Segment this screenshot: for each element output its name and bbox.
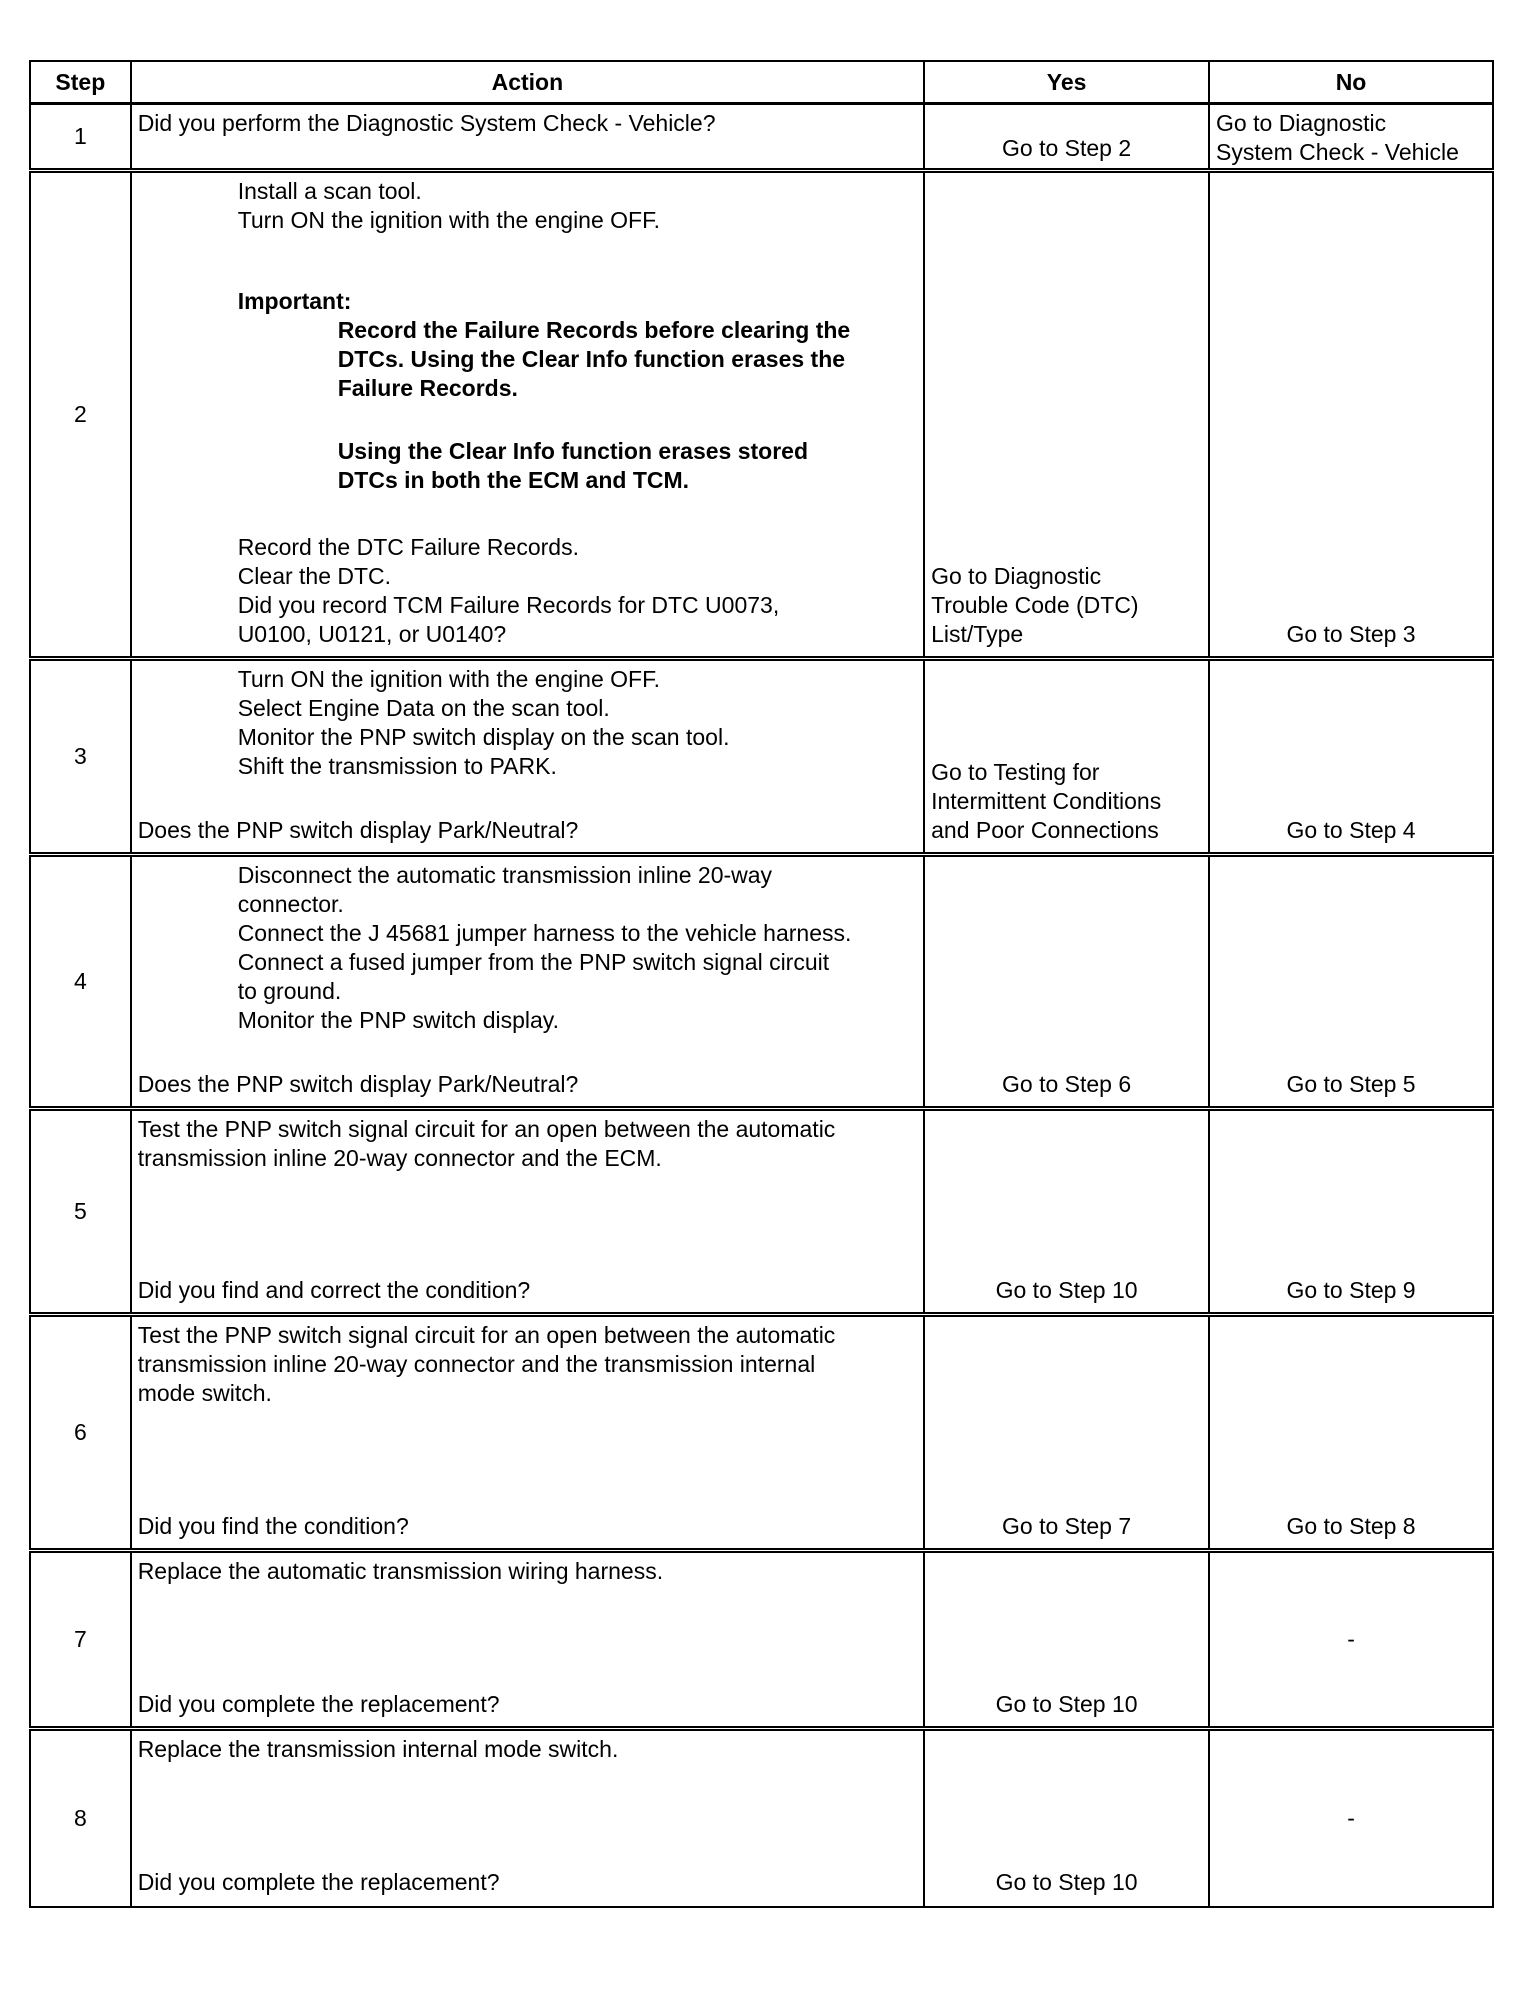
step-number: 6 [30, 1315, 131, 1551]
no-text: Go to Step 8 [1286, 1513, 1416, 1539]
action-question: Did you find the condition? [137, 1513, 409, 1539]
action-cell [131, 1729, 924, 1907]
table-row [30, 1551, 1493, 1729]
action-line: Install a scan tool. [237, 178, 422, 204]
no-cell [1209, 1109, 1493, 1315]
action-line: mode switch. [137, 1380, 272, 1406]
yes-text: Trouble Code (DTC) [931, 592, 1139, 618]
table-row [30, 1315, 1493, 1551]
important-line: Record the Failure Records before clearing the [337, 317, 851, 343]
no-cell [1209, 104, 1493, 171]
action-cell [131, 659, 924, 855]
yes-text: Go to Testing for [931, 759, 1100, 785]
action-cell [131, 104, 924, 171]
action-line: Monitor the PNP switch display on the scan tool. [237, 724, 730, 750]
step-number: 1 [30, 104, 131, 171]
no-cell [1209, 1315, 1493, 1551]
step-number: 2 [30, 171, 131, 659]
yes-text: Go to Step 6 [1002, 1071, 1132, 1097]
step-number: 7 [30, 1551, 131, 1729]
yes-cell [924, 855, 1209, 1109]
header-no: No [1209, 61, 1493, 104]
table-row [30, 104, 1493, 171]
yes-text: Go to Step 7 [1002, 1513, 1132, 1539]
yes-cell [924, 1729, 1209, 1907]
step-number: 4 [30, 855, 131, 1109]
header-yes: Yes [924, 61, 1209, 104]
no-cell [1209, 855, 1493, 1109]
yes-text: Go to Step 10 [995, 1691, 1138, 1717]
action-line: transmission inline 20-way connector and the ECM. [137, 1145, 662, 1171]
action-line: Test the PNP switch signal circuit for an open between the automatic [137, 1116, 836, 1142]
yes-text: List/Type [931, 621, 1024, 647]
action-line: Test the PNP switch signal circuit for an open between the automatic [137, 1322, 836, 1348]
action-line: Replace the transmission internal mode switch. [137, 1736, 619, 1762]
action-cell [131, 1109, 924, 1315]
no-cell [1209, 1729, 1493, 1907]
no-text: Go to Step 4 [1286, 817, 1416, 843]
no-text: - [1347, 1626, 1355, 1652]
yes-cell [924, 104, 1209, 171]
action-cell [131, 855, 924, 1109]
action-line: Replace the automatic transmission wiring harness. [137, 1558, 664, 1584]
no-text: Go to Step 3 [1286, 621, 1416, 647]
yes-cell [924, 1109, 1209, 1315]
yes-cell [924, 1315, 1209, 1551]
step-number: 8 [30, 1729, 131, 1907]
action-question: Does the PNP switch display Park/Neutral? [137, 1071, 579, 1097]
table-row [30, 1729, 1493, 1907]
action-line: Connect a fused jumper from the PNP switch signal circuit [237, 949, 830, 975]
yes-text: Go to Step 10 [995, 1869, 1138, 1895]
yes-text: Go to Step 2 [1002, 135, 1132, 161]
action-line: Shift the transmission to PARK. [237, 753, 557, 779]
table-row [30, 1109, 1493, 1315]
no-text: Go to Diagnostic [1216, 110, 1387, 136]
table-row [30, 171, 1493, 659]
important-line: DTCs. Using the Clear Info function erases the [337, 346, 846, 372]
action-line: connector. [237, 891, 344, 917]
yes-text: Go to Diagnostic [931, 563, 1102, 589]
no-text: Go to Step 5 [1286, 1071, 1416, 1097]
no-text: Go to Step 9 [1286, 1277, 1416, 1303]
action-line: Connect the J 45681 jumper harness to the vehicle harness. [237, 920, 852, 946]
table-row [30, 659, 1493, 855]
action-question: Did you complete the replacement? [137, 1691, 500, 1717]
action-question: Did you complete the replacement? [137, 1869, 500, 1895]
no-cell [1209, 1551, 1493, 1729]
action-line: Did you perform the Diagnostic System Check - Vehicle? [137, 110, 716, 136]
header-row [30, 61, 1493, 104]
action-cell [131, 1315, 924, 1551]
action-line: Record the DTC Failure Records. [237, 534, 579, 560]
action-question: Did you find and correct the condition? [137, 1277, 531, 1303]
action-line: Monitor the PNP switch display. [237, 1007, 559, 1033]
yes-cell [924, 659, 1209, 855]
important-line: Using the Clear Info function erases stored [337, 438, 808, 464]
yes-cell [924, 171, 1209, 659]
no-cell [1209, 659, 1493, 855]
important-label: Important: [237, 288, 352, 314]
step-number: 5 [30, 1109, 131, 1315]
no-text: - [1347, 1804, 1355, 1831]
important-line: Failure Records. [337, 375, 518, 401]
action-line: Did you record TCM Failure Records for DTC U0073, [237, 592, 780, 618]
action-line: Turn ON the ignition with the engine OFF. [237, 207, 660, 233]
step-number: 3 [30, 659, 131, 855]
header-step: Step [30, 61, 131, 104]
action-cell [131, 1551, 924, 1729]
no-cell [1209, 171, 1493, 659]
action-line: transmission inline 20-way connector and the transmission internal [137, 1351, 816, 1377]
important-line: DTCs in both the ECM and TCM. [337, 467, 690, 493]
no-text: System Check - Vehicle [1216, 139, 1459, 165]
yes-text: Go to Step 10 [995, 1277, 1138, 1303]
diagnostic-table [29, 60, 1494, 1908]
action-question: Does the PNP switch display Park/Neutral? [137, 817, 579, 843]
action-cell [131, 171, 924, 659]
table-row [30, 855, 1493, 1109]
yes-text: and Poor Connections [931, 817, 1159, 843]
action-line: Turn ON the ignition with the engine OFF. [237, 666, 660, 692]
action-line: Clear the DTC. [237, 563, 392, 589]
action-line: Select Engine Data on the scan tool. [237, 695, 610, 721]
action-line: to ground. [237, 978, 342, 1004]
action-line: Disconnect the automatic transmission inline 20-way [237, 862, 773, 888]
yes-cell [924, 1551, 1209, 1729]
header-action: Action [131, 61, 924, 104]
action-line: U0100, U0121, or U0140? [237, 621, 507, 647]
yes-text: Intermittent Conditions [931, 788, 1162, 814]
